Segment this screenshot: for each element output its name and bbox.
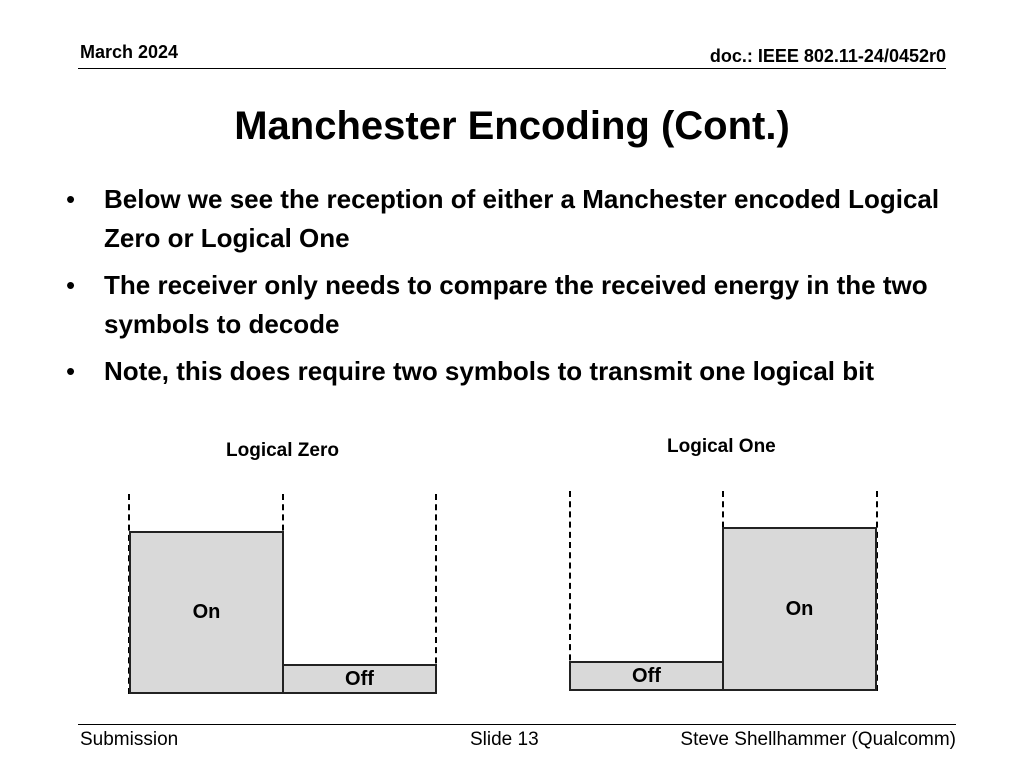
bullet-item bbox=[66, 352, 966, 391]
off-symbol-label: Off bbox=[632, 664, 661, 687]
bullet-dot-icon: • bbox=[66, 184, 76, 214]
off-symbol-box bbox=[282, 664, 437, 694]
bullet-item bbox=[66, 266, 966, 344]
logical-zero-label: Logical Zero bbox=[226, 440, 339, 461]
logical-one-label: Logical One bbox=[667, 436, 776, 457]
footer-divider bbox=[78, 724, 956, 725]
slide-title: Manchester Encoding (Cont.) bbox=[234, 104, 790, 148]
on-symbol-label: On bbox=[192, 601, 221, 623]
header-date: March 2024 bbox=[80, 42, 179, 62]
header-divider bbox=[78, 68, 946, 69]
on-symbol-box bbox=[722, 527, 877, 691]
bullet-item bbox=[66, 180, 966, 258]
bullet-text: The receiver only needs to compare the received energy in the two symbols to decode bbox=[104, 270, 928, 339]
bullet-list bbox=[66, 180, 966, 399]
off-symbol-label: Off bbox=[345, 667, 374, 690]
footer-slide-number: Slide 13 bbox=[470, 729, 539, 750]
on-symbol-box bbox=[129, 531, 284, 694]
on-symbol-label: On bbox=[785, 597, 814, 620]
bullet-text: Note, this does require two symbols to transmit one logical bit bbox=[104, 356, 874, 386]
bullet-dot-icon: • bbox=[66, 356, 76, 386]
footer-submission: Submission bbox=[80, 729, 179, 750]
footer-author: Steve Shellhammer (Qualcomm) bbox=[680, 729, 956, 750]
off-symbol-box bbox=[569, 661, 724, 691]
bullet-dot-icon: • bbox=[66, 270, 76, 300]
bullet-text: Below we see the reception of either a Manchester encoded Logical Zero or Logical One bbox=[104, 184, 940, 253]
header-doc-id: doc.: IEEE 802.11-24/0452r0 bbox=[709, 46, 946, 66]
